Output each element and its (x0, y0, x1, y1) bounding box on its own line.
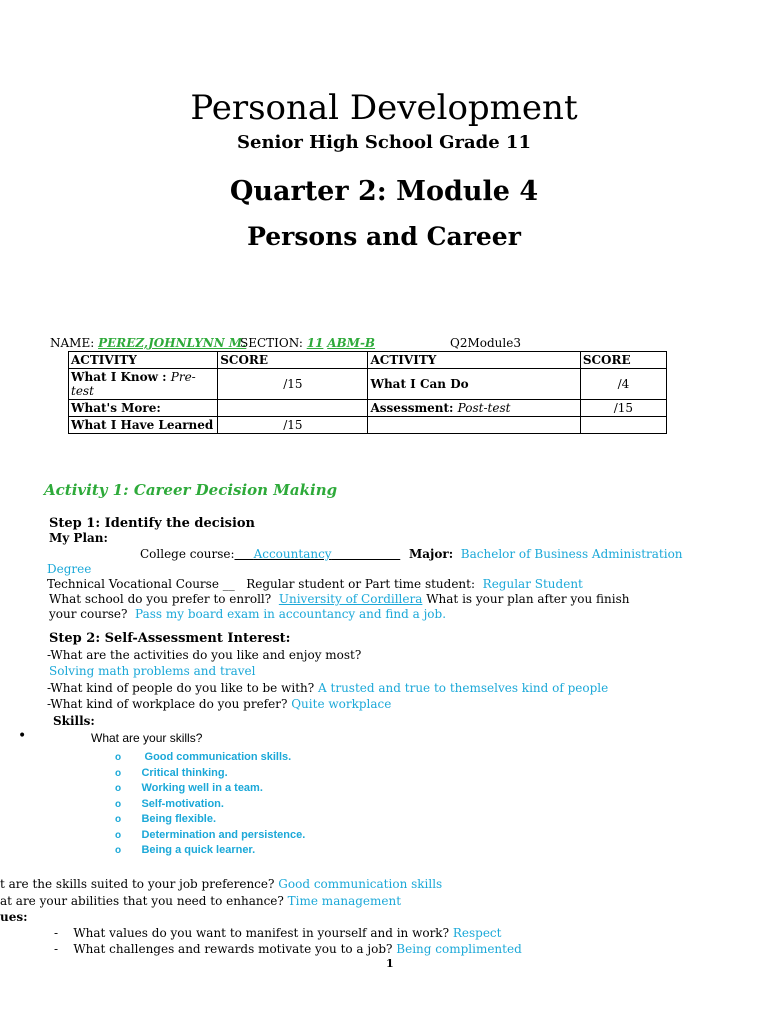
answer-people: A trusted and true to themselves kind of people (318, 681, 609, 695)
score-cell (580, 417, 666, 434)
table-row (69, 369, 667, 400)
header-cell: ACTIVITY (368, 352, 580, 369)
name-label: NAME: (50, 336, 95, 350)
question-activities: -What are the activities do you like and enjoy most? (47, 648, 362, 662)
major-line (409, 547, 683, 562)
skills-list (115, 745, 305, 854)
circle-bullet-icon: o (115, 767, 122, 779)
list-item: o Being a quick learner. (115, 844, 256, 856)
suited-line (0, 877, 442, 892)
page-number: 1 (386, 957, 394, 970)
student-name: PEREZ,JOHNLYNN M. (98, 336, 247, 350)
question-values: What values do you want to manifest in yourself and in work? (73, 926, 450, 940)
header-cell: SCORE (580, 352, 666, 369)
table-header-row (69, 352, 667, 369)
bullet-icon: • (18, 728, 27, 744)
circle-bullet-icon: o (115, 752, 122, 763)
header-cell: ACTIVITY (69, 352, 218, 369)
document-subtitle: Senior High School Grade 11 (237, 132, 531, 153)
circle-bullet-icon: o (115, 783, 122, 794)
college-course-line (140, 547, 400, 562)
list-item: o Good communication skills. (115, 751, 292, 763)
answer-abilities: Time management (287, 894, 402, 908)
workplace-line (47, 697, 391, 712)
score-cell: /15 (580, 400, 666, 417)
school-value: University of Cordillera (278, 592, 423, 606)
dash-bullet: - (54, 926, 59, 940)
activity-cell: What I Can Do (368, 369, 580, 400)
techvoc-line (47, 577, 583, 592)
activity-title: Activity 1: Career Decision Making (44, 481, 338, 499)
answer-workplace: Quite workplace (291, 697, 392, 711)
plan-label: What is your plan after you finish (426, 592, 630, 606)
circle-bullet-icon: o (115, 814, 122, 825)
activity-cell: What's More: (69, 400, 218, 417)
circle-bullet-icon: o (115, 829, 122, 841)
step2-heading: Step 2: Self-Assessment Interest: (49, 631, 291, 646)
major-value: Bachelor of Business Administration (460, 547, 683, 561)
answer-challenges: Being complimented (396, 942, 522, 956)
score-cell (218, 400, 368, 417)
score-table (68, 351, 667, 434)
header-cell: SCORE (218, 352, 368, 369)
answer-values: Respect (452, 926, 502, 940)
plan-value: Pass my board exam in accountancy and find a job. (135, 607, 447, 621)
topic-heading: Persons and Career (247, 222, 521, 251)
major-label: Major: (409, 547, 454, 561)
techvoc-label: Technical Vocational Course __ (47, 577, 235, 591)
skills-label: Skills: (53, 714, 95, 728)
activity-cell: What I Have Learned (69, 417, 218, 434)
school-line (49, 592, 629, 607)
plan-line (49, 607, 446, 622)
regular-label: Regular student or Part time student: (246, 577, 476, 591)
activity-cell: Assessment: Post-test (368, 400, 580, 417)
circle-bullet-icon: o (115, 798, 122, 810)
answer-activities: Solving math problems and travel (49, 664, 256, 678)
regular-value: Regular Student (482, 577, 583, 591)
score-cell: /4 (580, 369, 666, 400)
skills-question: What are your skills? (91, 731, 203, 745)
plan-label-cont: your course? (49, 607, 128, 621)
score-cell: /15 (218, 417, 368, 434)
table-row (69, 417, 667, 434)
list-item: o Determination and persistence. (115, 828, 306, 841)
section-value: ABM-B (327, 336, 376, 350)
values-line (54, 926, 501, 941)
abilities-line (0, 894, 401, 909)
activity-cell (368, 417, 580, 434)
answer-suited: Good communication skills (278, 877, 443, 891)
score-cell: /15 (218, 369, 368, 400)
table-row (69, 400, 667, 417)
values-label: ues: (0, 910, 28, 924)
people-line (47, 681, 608, 696)
my-plan-label: My Plan: (49, 531, 108, 545)
activity-cell: What I Know : Pre-test (69, 369, 218, 400)
list-item: o Working well in a team. (115, 782, 263, 794)
circle-bullet-icon: o (115, 845, 122, 856)
major-value-cont: Degree (47, 562, 92, 576)
module-code: Q2Module3 (450, 336, 521, 350)
college-blank (235, 547, 401, 561)
step1-heading: Step 1: Identify the decision (49, 516, 256, 531)
question-workplace: -What kind of workplace do you prefer? (47, 697, 288, 711)
challenges-line (54, 942, 522, 957)
list-item: o Critical thinking. (115, 766, 228, 779)
question-people: -What kind of people do you like to be with? (47, 681, 315, 695)
list-item: o Self-motivation. (115, 797, 224, 810)
section-field (240, 336, 375, 350)
school-label: What school do you prefer to enroll? (49, 592, 272, 606)
question-suited: t are the skills suited to your job preference? (0, 877, 275, 891)
college-value: Accountancy (253, 547, 332, 561)
document-title: Personal Development (190, 88, 578, 128)
dash-bullet: - (54, 942, 59, 956)
student-info-line (50, 336, 521, 350)
question-challenges: What challenges and rewards motivate you to a job? (73, 942, 393, 956)
list-item: o Being flexible. (115, 813, 217, 825)
section-label: SECTION: (240, 336, 303, 350)
question-abilities: at are your abilities that you need to enhance? (0, 894, 284, 908)
section-number: 11 (306, 336, 324, 350)
college-label: College course: (140, 547, 235, 561)
quarter-heading: Quarter 2: Module 4 (229, 176, 539, 207)
